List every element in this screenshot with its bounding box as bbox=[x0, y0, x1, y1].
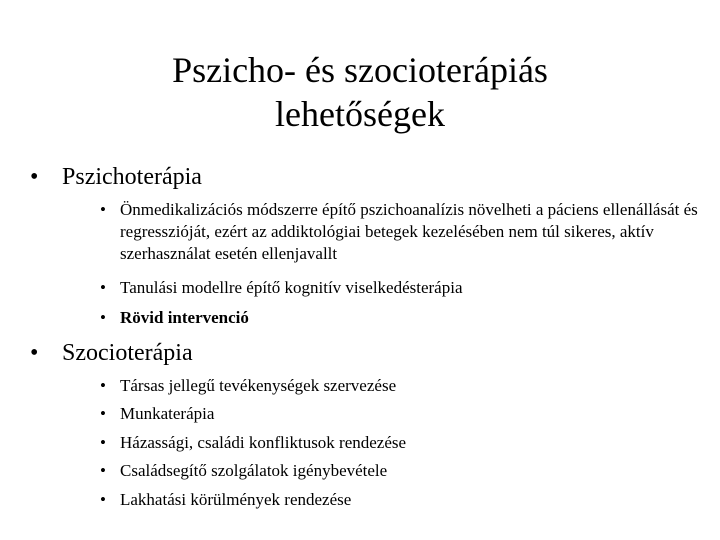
bullet-icon: • bbox=[100, 433, 106, 452]
list-item bbox=[100, 460, 700, 482]
list-item bbox=[100, 277, 700, 299]
bullet-icon: • bbox=[30, 340, 39, 366]
list-item bbox=[100, 403, 700, 425]
list-item-text: Rövid intervenció bbox=[120, 308, 249, 327]
list-item-text: Házassági, családi konfliktusok rendezése bbox=[120, 433, 407, 452]
bullet-icon: • bbox=[100, 490, 106, 509]
slide-title-line-1: Pszicho- és szocioterápiás bbox=[172, 50, 548, 90]
list-item bbox=[100, 432, 700, 454]
list-item bbox=[100, 489, 700, 511]
list-item bbox=[100, 375, 700, 397]
list-item-text: Önmedikalizációs módszerre építő pszichoanalízis növelheti a páciens ellenállását és regresszióját, ezért az addiktológiai betegek kezelésében nem túl sikeres, aktív szerhasználat esetén ellenjavallt bbox=[120, 200, 698, 263]
bullet-icon: • bbox=[100, 278, 106, 297]
bullet-icon: • bbox=[100, 461, 106, 480]
list-item-text: Munkaterápia bbox=[120, 404, 215, 423]
list-item-text: Társas jellegű tevékenységek szervezése bbox=[120, 376, 397, 395]
list-item-text: Lakhatási körülmények rendezése bbox=[120, 490, 352, 509]
list-item bbox=[100, 199, 700, 265]
slide-title-line-2: lehetőségek bbox=[275, 94, 445, 134]
section-heading-text: Pszichoterápia bbox=[62, 164, 202, 190]
bullet-icon: • bbox=[100, 376, 106, 395]
bullet-icon: • bbox=[100, 404, 106, 423]
list-item bbox=[100, 307, 700, 329]
bullet-icon: • bbox=[100, 308, 106, 327]
section-heading-text: Szocioterápia bbox=[62, 340, 193, 366]
slide-title bbox=[60, 48, 660, 136]
bullet-icon: • bbox=[30, 164, 39, 190]
list-item-text: Családsegítő szolgálatok igénybevétele bbox=[120, 461, 388, 480]
list-item-text: Tanulási modellre építő kognitív viselkedésterápia bbox=[120, 278, 463, 297]
bullet-icon: • bbox=[100, 200, 106, 219]
